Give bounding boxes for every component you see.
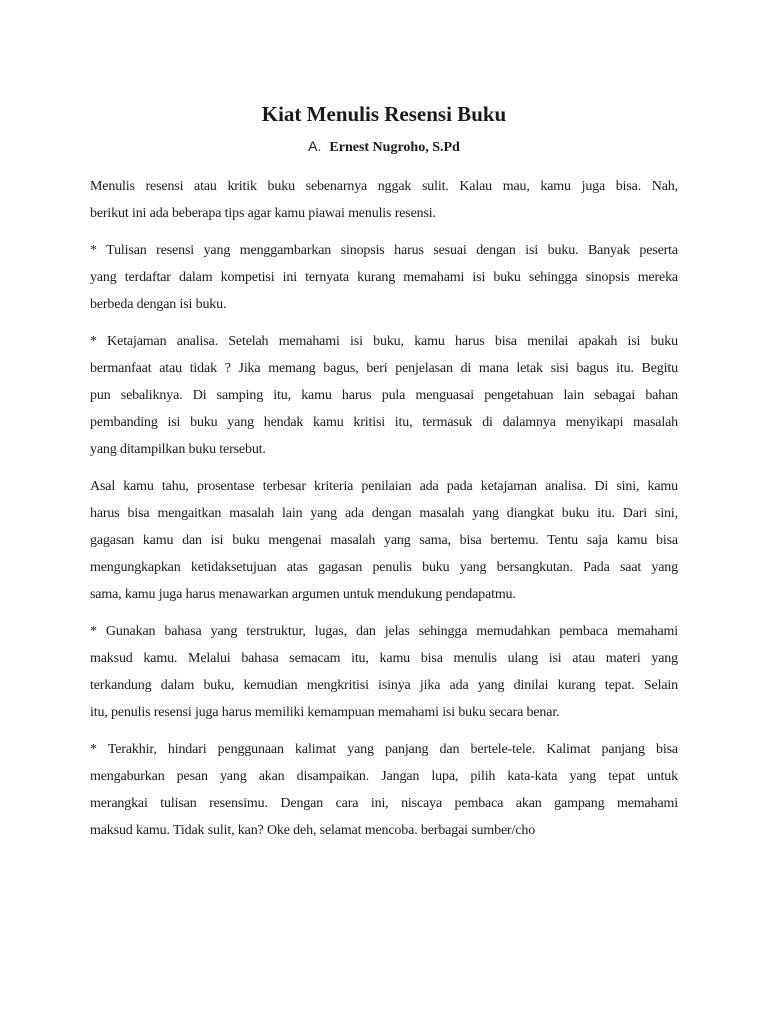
paragraph (90, 740, 678, 848)
document-body (90, 177, 678, 858)
text-line: maksud kamu. Tidak sulit, kan? Oke deh, selamat mencoba. berbagai sumber/cho (90, 823, 536, 838)
text-line: berikut ini ada beberapa tips agar kamu piawai menulis resensi. (90, 206, 436, 221)
paragraph (90, 477, 678, 612)
text-line: yang ditampilkan buku tersebut. (90, 442, 266, 457)
text-line: mengungkapkan ketidaksetujuan atas gagasan penulis buku yang bersangkutan. Pada saat yang (90, 560, 678, 575)
text-line: Menulis resensi atau kritik buku sebenarnya nggak sulit. Kalau mau, kamu juga bisa. Nah, (90, 179, 678, 194)
text-line: merangkai tulisan resensimu. Dengan cara ini, niscaya pembaca akan gampang memahami (90, 796, 678, 811)
paragraph (90, 332, 678, 467)
text-line: itu, penulis resensi juga harus memiliki kemampuan memahami isi buku secara benar. (90, 705, 560, 720)
list-marker: A. (308, 138, 322, 154)
text-line: terkandung dalam buku, kemudian mengkritisi isinya jika ada yang dinilai kurang tepat. Selain (90, 678, 678, 693)
text-line: * Gunakan bahasa yang terstruktur, lugas, dan jelas sehingga memudahkan pembaca memahami (90, 624, 678, 639)
text-line: gagasan kamu dan isi buku mengenai masalah yang sama, bisa bertemu. Tentu saja kamu bisa (90, 533, 678, 548)
text-line: * Terakhir, hindari penggunaan kalimat yang panjang dan bertele-tele. Kalimat panjang bisa (90, 742, 678, 757)
text-line: maksud kamu. Melalui bahasa semacam itu, kamu bisa menulis ulang isi atau materi yang (90, 651, 678, 666)
paragraph (90, 241, 678, 322)
text-line: berbeda dengan isi buku. (90, 297, 227, 312)
paragraph (90, 622, 678, 730)
text-line: * Ketajaman analisa. Setelah memahami isi buku, kamu harus bisa menilai apakah isi buku (90, 334, 678, 349)
text-line: pembanding isi buku yang hendak kamu kritisi itu, termasuk di dalamnya menyikapi masalah (90, 415, 678, 430)
text-line: mengaburkan pesan yang akan disampaikan. Jangan lupa, pilih kata-kata yang tepat untuk (90, 769, 678, 784)
paragraph (90, 177, 678, 231)
text-line: * Tulisan resensi yang menggambarkan sinopsis harus sesuai dengan isi buku. Banyak peserta (90, 243, 678, 258)
text-line: harus bisa mengaitkan masalah lain yang ada dengan masalah yang diangkat buku itu. Dari sini, (90, 506, 678, 521)
author-name: Ernest Nugroho, S.Pd (329, 140, 460, 155)
text-line: yang terdaftar dalam kompetisi ini ternyata kurang memahami isi buku sehingga sinopsis mereka (90, 270, 678, 285)
text-line: sama, kamu juga harus menawarkan argumen untuk mendukung pendapatmu. (90, 587, 516, 602)
text-line: bermanfaat atau tidak ? Jika memang bagus, beri penjelasan di mana letak sisi bagus itu. Begitu (90, 361, 678, 376)
text-line: Asal kamu tahu, prosentase terbesar kriteria penilaian ada pada ketajaman analisa. Di sini, kamu (90, 479, 678, 494)
text-line: pun sebaliknya. Di samping itu, kamu harus pula menguasai pengetahuan lain sebagai bahan (90, 388, 678, 403)
document-title: Kiat Menulis Resensi Buku (261, 102, 507, 127)
author-line (0, 138, 768, 156)
